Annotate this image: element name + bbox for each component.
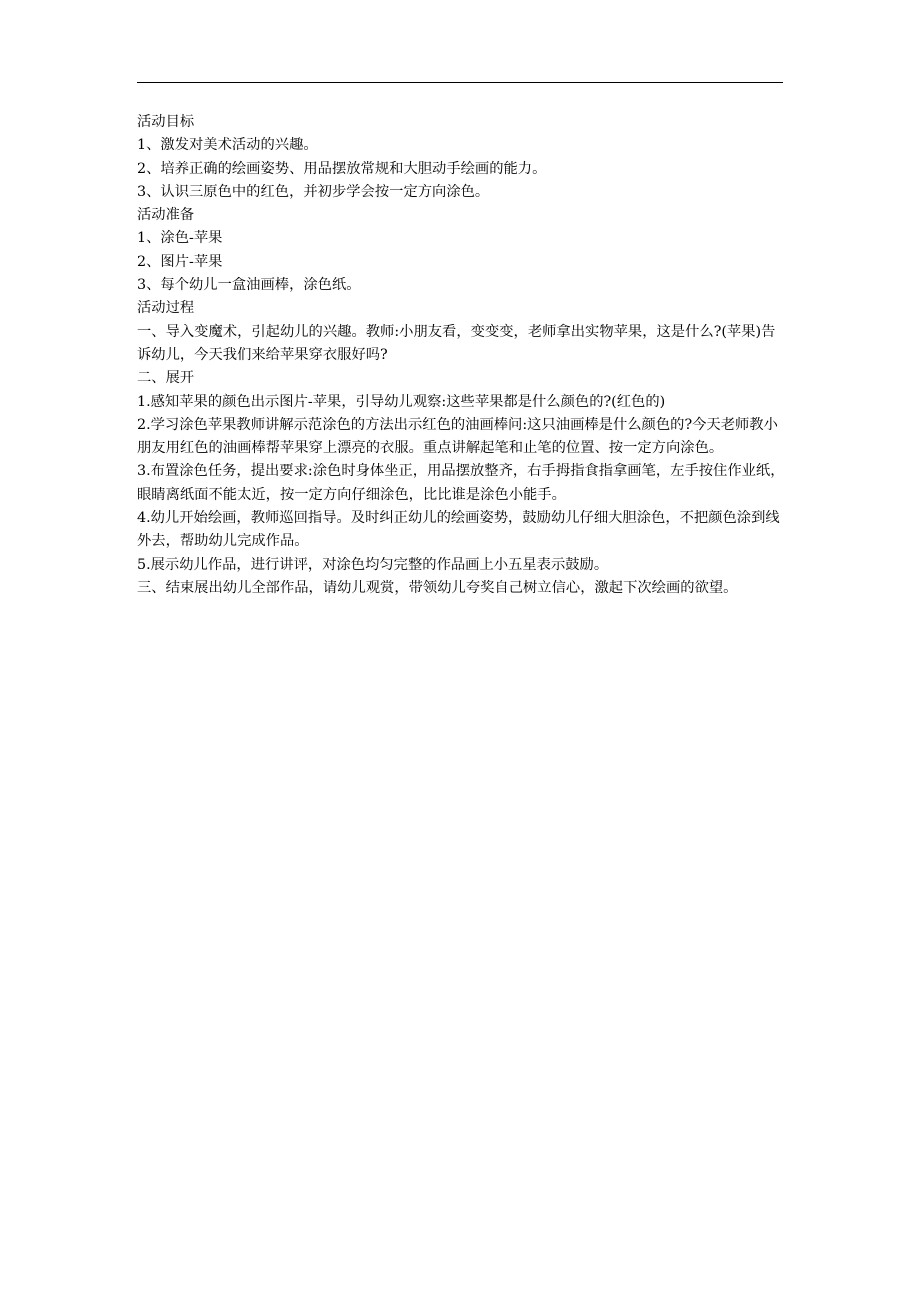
preparation-item-2: 2、图片-苹果 (137, 253, 223, 270)
heading-preparation: 活动准备 (137, 207, 195, 224)
objective-item-2: 2、培养正确的绘画姿势、用品摆放常规和大胆动手绘画的能力。 (137, 160, 547, 177)
preparation-item-3: 3、每个幼儿一盒油画棒，涂色纸。 (137, 277, 361, 294)
objective-item-3: 3、认识三原色中的红色，并初步学会按一定方向涂色。 (137, 183, 490, 200)
process-part-3: 三、结束展出幼儿全部作品，请幼儿观赏，带领幼儿夸奖自己树立信心，激起下次绘画的欲望。 (137, 579, 738, 596)
preparation-item-1: 1、涂色-苹果 (137, 230, 223, 247)
process-part-2-heading: 二、展开 (137, 370, 195, 387)
process-step-3: 3.布置涂色任务，提出要求:涂色时身体坐正，用品摆放整齐，右手拇指食指拿画笔，左手按住作业纸，眼睛离纸面不能太近，按一定方向仔细涂色，比比谁是涂色小能手。 (137, 463, 785, 503)
process-step-5: 5.展示幼儿作品，进行讲评，对涂色均匀完整的作品画上小五星表示鼓励。 (137, 556, 609, 573)
document-body (137, 111, 787, 600)
process-step-2: 2.学习涂色苹果教师讲解示范涂色的方法出示红色的油画棒问:这只油画棒是什么颜色的?今天老师教小朋友用红色的油画棒帮苹果穿上漂亮的衣服。重点讲解起笔和止笔的位置、按一定方向涂色。 (137, 416, 778, 457)
process-step-1: 1.感知苹果的颜色出示图片-苹果，引导幼儿观察:这些苹果都是什么颜色的?(红色的) (137, 393, 666, 410)
objective-item-1: 1、激发对美术活动的兴趣。 (137, 137, 318, 154)
process-step-4: 4.幼儿开始绘画，教师巡回指导。及时纠正幼儿的绘画姿势，鼓励幼儿仔细大胆涂色，不把颜色涂到线外去，帮助幼儿完成作品。 (137, 510, 780, 550)
process-part-1: 一、导入变魔术，引起幼儿的兴趣。教师:小朋友看，变变变，老师拿出实物苹果，这是什么?(苹果)告诉幼儿，今天我们来给苹果穿衣服好吗? (137, 323, 776, 363)
heading-objectives: 活动目标 (137, 114, 195, 130)
heading-process: 活动过程 (137, 300, 195, 317)
header-rule (137, 82, 783, 83)
